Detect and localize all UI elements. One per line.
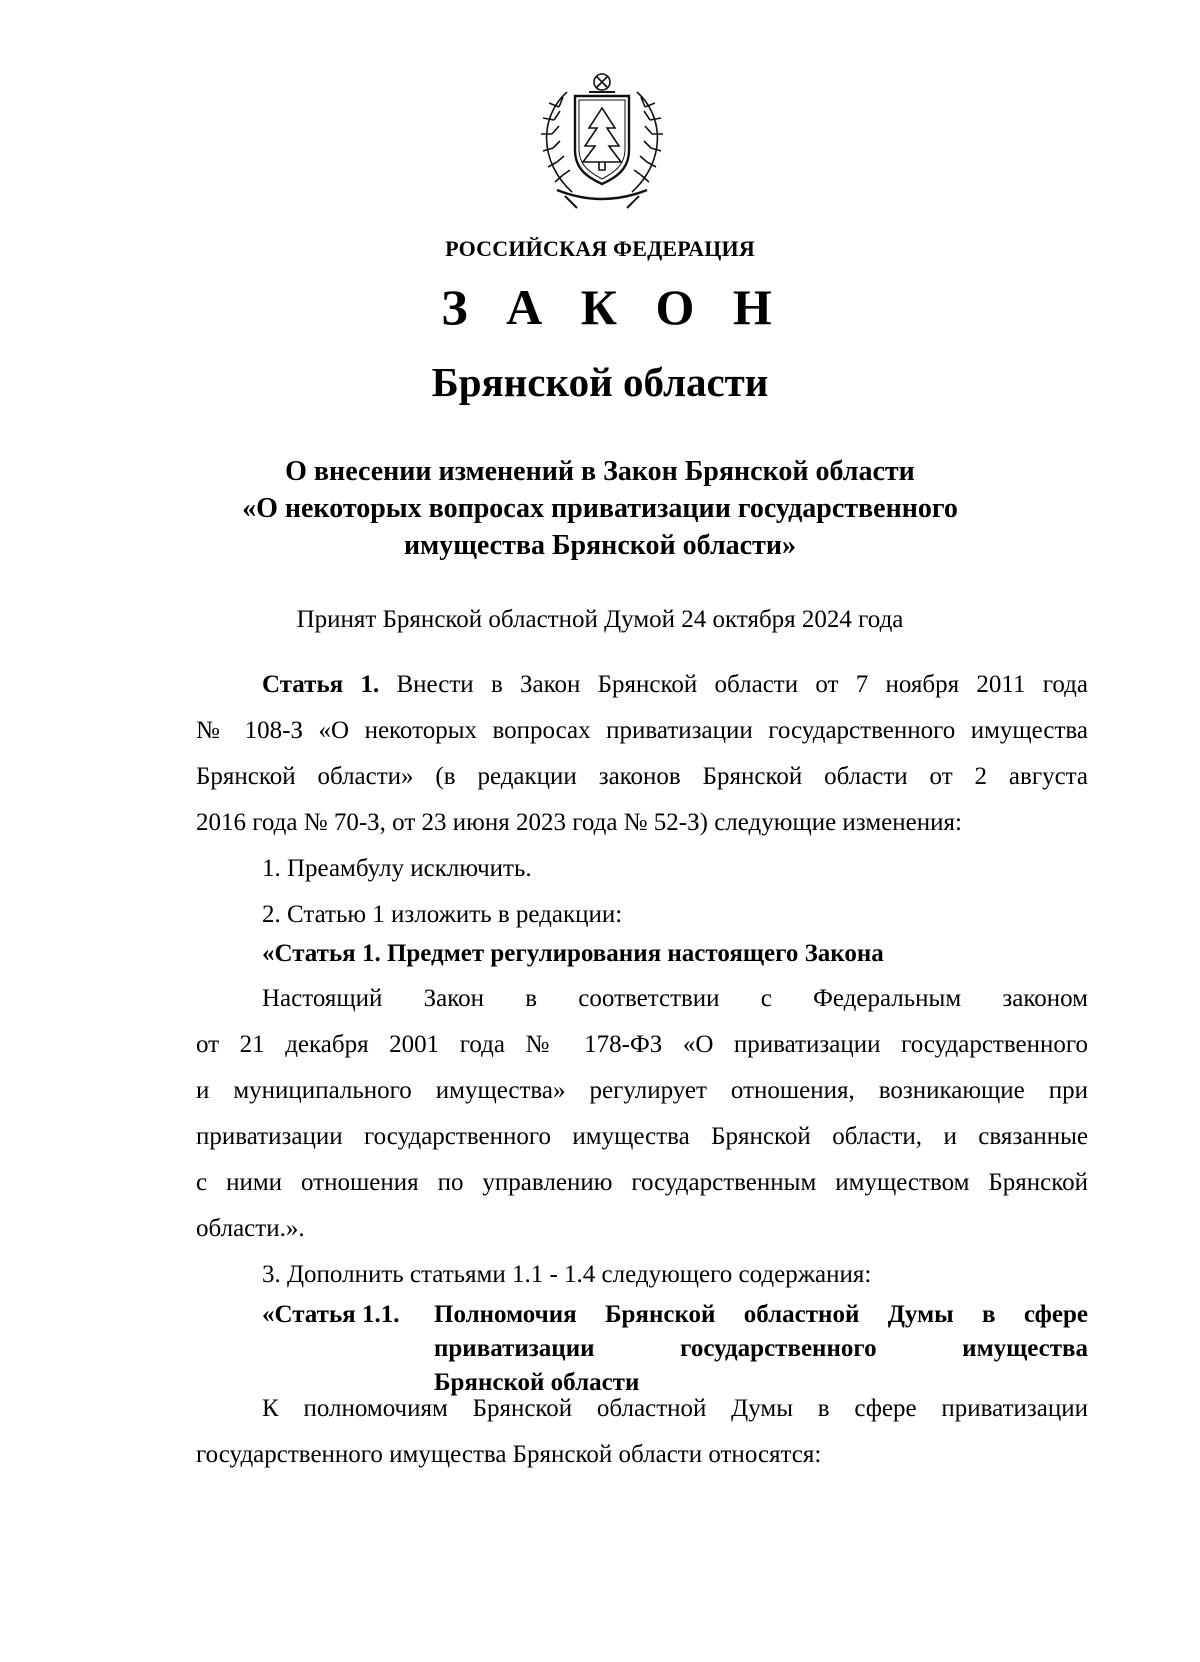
article-1-line: Статья 1. Внести в Закон Брянской области от 7 ноября 2011 года — [262, 671, 1088, 698]
item-1: 1. Преамбулу исключить. — [262, 855, 532, 882]
item-2: 2. Статью 1 изложить в редакции: — [262, 901, 623, 928]
law-title-line: О внесении изменений в Закон Брянской области — [285, 456, 915, 487]
new-article-1-line: приватизации государственного имущества Брянской области, и связанные — [196, 1123, 1088, 1150]
law-title — [0, 453, 1200, 564]
region-heading: Брянской области — [431, 359, 769, 405]
article-1-1-line: К полномочиям Брянской областной Думы в сфере приватизации — [262, 1395, 1088, 1422]
article-1-1-title-line: Брянской области — [434, 1369, 640, 1396]
article-1-1-line: государственного имущества Брянской области относятся: — [196, 1441, 822, 1468]
article-1-1-title — [434, 1298, 1088, 1400]
new-article-1-line: от 21 декабря 2001 года № 178-ФЗ «О приватизации государственного — [196, 1031, 1088, 1058]
country-heading: РОССИЙСКАЯ ФЕДЕРАЦИЯ — [445, 236, 755, 261]
coat-of-arms-emblem — [527, 62, 677, 212]
adoption-note: Принят Брянской областной Думой 24 октября 2024 года — [296, 606, 904, 633]
article-1-1-title-line: Полномочия Брянской областной Думы в сфере — [434, 1301, 1088, 1328]
article-1-1-number: «Статья 1.1. — [262, 1301, 400, 1328]
new-article-1-line: Настоящий Закон в соответствии с Федеральным законом — [262, 985, 1088, 1012]
article-1-label: Статья 1. — [262, 671, 380, 698]
article-1-line: 2016 года № 70-З, от 23 июня 2023 года № 52-З) следующие изменения: — [196, 809, 962, 836]
item-3: 3. Дополнить статьями 1.1 - 1.4 следующего содержания: — [262, 1261, 872, 1288]
new-article-1-heading: «Статья 1. Предмет регулирования настоящего Закона — [262, 940, 884, 967]
new-article-1-paragraph — [196, 976, 1088, 1252]
law-title-line: «О некоторых вопросах приватизации государственного — [242, 493, 958, 524]
article-1-1-paragraph — [196, 1386, 1088, 1478]
article-1-paragraph — [196, 662, 1088, 846]
article-1-line: Брянской области» (в редакции законов Брянской области от 2 августа — [196, 763, 1088, 790]
new-article-1-line: и муниципального имущества» регулирует отношения, возникающие при — [196, 1077, 1088, 1104]
article-1-1-title-line: приватизации государственного имущества — [434, 1335, 1088, 1362]
new-article-1-line: области.». — [196, 1215, 305, 1242]
article-1-line: № 108-З «О некоторых вопросах приватизации государственного имущества — [196, 717, 1088, 744]
law-title-line: имущества Брянской области» — [404, 530, 796, 561]
new-article-1-line: с ними отношения по управлению государственным имуществом Брянской — [196, 1169, 1088, 1196]
document-type-heading: З А К О Н — [441, 279, 785, 335]
